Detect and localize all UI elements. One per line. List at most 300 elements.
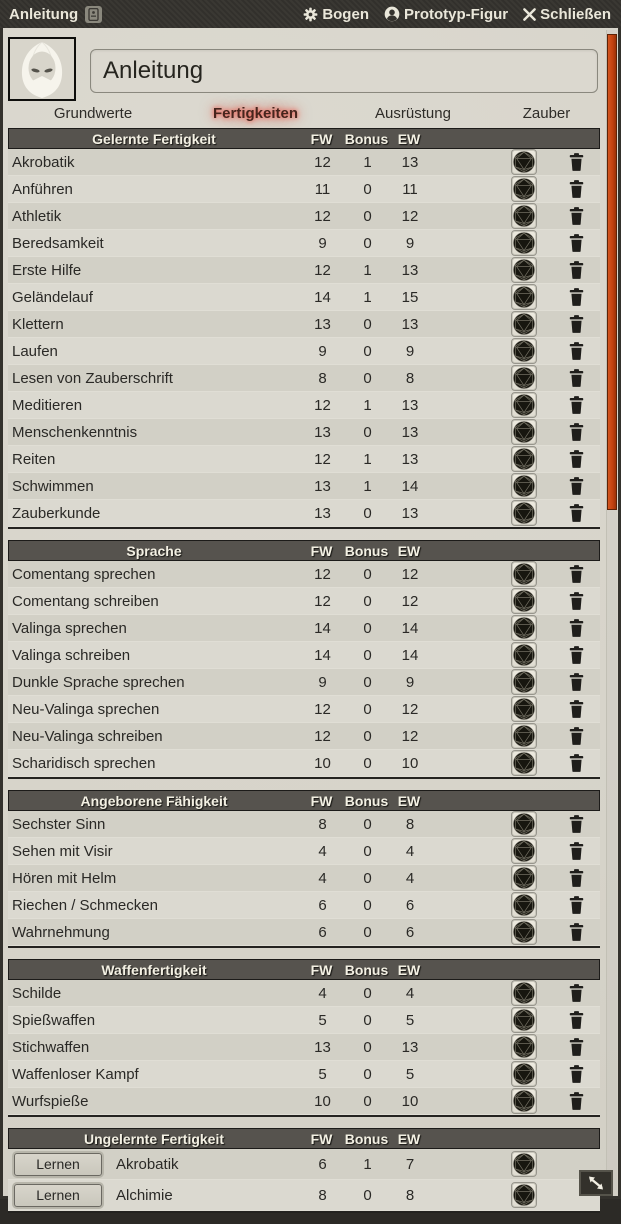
roll-dice-button[interactable] — [511, 838, 537, 864]
delete-skill-button[interactable] — [569, 1011, 584, 1029]
skill-row — [8, 230, 600, 257]
delete-skill-button[interactable] — [569, 477, 584, 495]
trash-icon — [569, 923, 584, 941]
delete-skill-button[interactable] — [569, 984, 584, 1002]
skill-fw: 14 — [314, 619, 331, 637]
skill-bonus: 0 — [363, 842, 372, 860]
trash-icon — [569, 369, 584, 387]
resize-handle[interactable] — [579, 1170, 613, 1196]
skill-row — [8, 892, 600, 919]
skill-ew: 5 — [405, 1065, 415, 1083]
skill-fw: 6 — [318, 1155, 327, 1173]
skill-bonus: 0 — [363, 1011, 372, 1029]
section-header — [8, 790, 600, 811]
skill-name: Neu-Valinga schreiben — [12, 727, 163, 745]
roll-dice-button[interactable] — [511, 1151, 537, 1177]
d20-dice-icon — [513, 867, 535, 889]
window-title: Anleitung — [9, 5, 79, 23]
skill-fw: 13 — [314, 423, 331, 441]
col-ew: EW — [397, 542, 421, 559]
delete-skill-button[interactable] — [569, 315, 584, 333]
delete-skill-button[interactable] — [569, 234, 584, 252]
skill-bonus: 0 — [363, 180, 372, 198]
skill-bonus: 0 — [363, 565, 372, 583]
skill-bonus: 0 — [363, 342, 372, 360]
roll-dice-button[interactable] — [511, 446, 537, 472]
skill-name: Dunkle Sprache sprechen — [12, 673, 185, 691]
col-fw: FW — [310, 542, 333, 559]
trash-icon — [569, 869, 584, 887]
skill-row — [8, 919, 600, 946]
d20-dice-icon — [513, 1090, 535, 1112]
skill-fw: 4 — [318, 984, 327, 1002]
skill-ew: 13 — [401, 153, 419, 171]
skill-bonus: 0 — [363, 984, 372, 1002]
skill-name: Akrobatik — [12, 153, 75, 171]
learn-button[interactable]: Lernen — [14, 1153, 102, 1176]
roll-dice-button[interactable] — [511, 203, 537, 229]
roll-dice-button[interactable] — [511, 811, 537, 837]
skill-row — [8, 1061, 600, 1088]
trash-icon — [569, 234, 584, 252]
trash-icon — [569, 288, 584, 306]
d20-dice-icon — [513, 590, 535, 612]
trash-icon — [569, 1038, 584, 1056]
skill-fw: 12 — [314, 450, 331, 468]
delete-skill-button[interactable] — [569, 619, 584, 637]
skill-row — [8, 1007, 600, 1034]
skill-bonus: 0 — [363, 504, 372, 522]
col-bonus: Bonus — [344, 542, 389, 559]
skill-row — [8, 865, 600, 892]
col-fw: FW — [310, 1130, 333, 1147]
skill-row — [8, 311, 600, 338]
d20-dice-icon — [513, 448, 535, 470]
skill-ew: 13 — [401, 1038, 419, 1056]
col-bonus: Bonus — [344, 792, 389, 809]
d20-dice-icon — [513, 752, 535, 774]
gear-icon — [303, 7, 318, 22]
col-ew: EW — [397, 130, 421, 147]
skill-bonus: 1 — [363, 396, 372, 414]
col-ew: EW — [397, 1130, 421, 1147]
skill-fw: 9 — [318, 342, 327, 360]
trash-icon — [569, 842, 584, 860]
learn-button[interactable]: Lernen — [14, 1184, 102, 1207]
skill-name: Waffenloser Kampf — [12, 1065, 139, 1083]
roll-dice-button[interactable] — [511, 257, 537, 283]
trash-icon — [569, 619, 584, 637]
roll-dice-button[interactable] — [511, 723, 537, 749]
prototype-figure-button[interactable] — [384, 6, 508, 23]
d20-dice-icon — [513, 894, 535, 916]
trash-icon — [569, 1011, 584, 1029]
skill-fw: 12 — [314, 153, 331, 171]
skill-fw: 5 — [318, 1065, 327, 1083]
trash-icon — [569, 815, 584, 833]
d20-dice-icon — [513, 563, 535, 585]
skill-bonus: 1 — [363, 153, 372, 171]
skill-bonus: 0 — [363, 1186, 372, 1204]
skill-name: Wahrnehmung — [12, 923, 110, 941]
roll-dice-button[interactable] — [511, 980, 537, 1006]
scrollbar-track[interactable] — [606, 30, 617, 1190]
delete-skill-button[interactable] — [569, 1065, 584, 1083]
skill-bonus: 0 — [363, 592, 372, 610]
delete-skill-button[interactable] — [569, 261, 584, 279]
roll-dice-button[interactable] — [511, 696, 537, 722]
roll-dice-button[interactable] — [511, 392, 537, 418]
tab-fertigkeiten[interactable]: Fertigkeiten — [212, 104, 299, 122]
delete-skill-button[interactable] — [569, 153, 584, 171]
section-header — [8, 1128, 600, 1149]
skill-name: Reiten — [12, 450, 56, 468]
trash-icon — [569, 261, 584, 279]
scrollbar-thumb[interactable] — [607, 34, 617, 510]
skill-fw: 12 — [314, 727, 331, 745]
skill-row — [8, 392, 600, 419]
skill-ew: 6 — [405, 896, 415, 914]
skill-ew: 8 — [405, 815, 415, 833]
skill-ew: 15 — [401, 288, 419, 306]
skill-fw: 13 — [314, 477, 331, 495]
trash-icon — [569, 153, 584, 171]
skill-bonus: 0 — [363, 646, 372, 664]
skill-name: Schilde — [12, 984, 62, 1002]
delete-skill-button[interactable] — [569, 504, 584, 522]
trash-icon — [569, 896, 584, 914]
roll-dice-button[interactable] — [511, 1088, 537, 1114]
skill-fw: 12 — [314, 592, 331, 610]
col-fw: FW — [310, 130, 333, 147]
delete-skill-button[interactable] — [569, 754, 584, 772]
roll-dice-button[interactable] — [511, 500, 537, 526]
skill-row — [8, 257, 600, 284]
trash-icon — [569, 754, 584, 772]
tab-ausruestung[interactable]: Ausrüstung — [375, 104, 451, 122]
skill-ew: 13 — [401, 315, 419, 333]
section-title: Sprache — [126, 542, 182, 559]
d20-dice-icon — [513, 205, 535, 227]
skill-ew: 13 — [401, 450, 419, 468]
roll-dice-button[interactable] — [511, 365, 537, 391]
section-header — [8, 540, 600, 561]
skill-name: Scharidisch sprechen — [12, 754, 156, 772]
skill-fw: 12 — [314, 261, 331, 279]
d20-dice-icon — [513, 1153, 535, 1175]
skill-row — [8, 696, 600, 723]
skill-bonus: 1 — [363, 261, 372, 279]
close-button[interactable] — [523, 6, 611, 23]
d20-dice-icon — [513, 151, 535, 173]
close-button-label: Schließen — [540, 5, 611, 23]
skill-row — [8, 365, 600, 392]
skill-row — [8, 203, 600, 230]
skill-fw: 11 — [314, 180, 331, 198]
skill-name: Athletik — [12, 207, 62, 225]
skill-bonus: 0 — [363, 869, 372, 887]
skill-bonus: 0 — [363, 423, 372, 441]
skill-fw: 9 — [318, 234, 327, 252]
roll-dice-button[interactable] — [511, 588, 537, 614]
skill-bonus: 0 — [363, 619, 372, 637]
skill-bonus: 0 — [363, 315, 372, 333]
d20-dice-icon — [513, 1184, 535, 1206]
delete-skill-button[interactable] — [569, 896, 584, 914]
delete-skill-button[interactable] — [569, 396, 584, 414]
d20-dice-icon — [513, 644, 535, 666]
section-title: Gelernte Fertigkeit — [92, 130, 216, 147]
roll-dice-button[interactable] — [511, 149, 537, 175]
d20-dice-icon — [513, 840, 535, 862]
delete-skill-button[interactable] — [569, 423, 584, 441]
d20-dice-icon — [513, 725, 535, 747]
delete-skill-button[interactable] — [569, 369, 584, 387]
skill-bonus: 0 — [363, 673, 372, 691]
document-icon-glyph — [88, 8, 99, 21]
roll-dice-button[interactable] — [511, 865, 537, 891]
skill-bonus: 1 — [363, 450, 372, 468]
skill-name: Anführen — [12, 180, 73, 198]
d20-dice-icon — [513, 421, 535, 443]
skill-row — [8, 149, 600, 176]
roll-dice-button[interactable] — [511, 338, 537, 364]
skill-name: Akrobatik — [116, 1155, 179, 1173]
skill-fw: 6 — [318, 923, 327, 941]
skill-ew: 13 — [401, 504, 419, 522]
skill-name: Geländelauf — [12, 288, 93, 306]
skill-fw: 10 — [314, 1092, 331, 1110]
section-body — [8, 149, 600, 527]
skill-fw: 8 — [318, 815, 327, 833]
skill-fw: 8 — [318, 1186, 327, 1204]
delete-skill-button[interactable] — [569, 842, 584, 860]
skill-ew: 4 — [405, 869, 415, 887]
skill-name: Valinga sprechen — [12, 619, 127, 637]
d20-dice-icon — [513, 232, 535, 254]
delete-skill-button[interactable] — [569, 592, 584, 610]
delete-skill-button[interactable] — [569, 207, 584, 225]
skill-ew: 9 — [405, 234, 415, 252]
skill-name: Stichwaffen — [12, 1038, 90, 1056]
delete-skill-button[interactable] — [569, 450, 584, 468]
delete-skill-button[interactable] — [569, 288, 584, 306]
trash-icon — [569, 423, 584, 441]
skill-section — [8, 1128, 600, 1213]
col-fw: FW — [310, 792, 333, 809]
skill-row — [8, 669, 600, 696]
sections — [8, 100, 600, 1224]
skill-ew: 13 — [401, 261, 419, 279]
delete-skill-button[interactable] — [569, 565, 584, 583]
skill-name: Riechen / Schmecken — [12, 896, 158, 914]
prototype-figure-label: Prototyp-Figur — [403, 5, 509, 23]
close-icon — [523, 8, 536, 21]
unlearned-skill-row — [8, 1149, 600, 1180]
skill-fw: 4 — [318, 842, 327, 860]
delete-skill-button[interactable] — [569, 700, 584, 718]
resize-arrows-icon — [588, 1176, 604, 1190]
delete-skill-button[interactable] — [569, 673, 584, 691]
tab-zauber[interactable]: Zauber — [522, 104, 571, 122]
roll-dice-button[interactable] — [511, 561, 537, 587]
roll-dice-button[interactable] — [511, 1061, 537, 1087]
skill-ew: 5 — [405, 1011, 415, 1029]
skill-fw: 5 — [318, 1011, 327, 1029]
skill-fw: 14 — [314, 646, 331, 664]
skill-bonus: 1 — [363, 288, 372, 306]
skill-bonus: 0 — [363, 727, 372, 745]
trash-icon — [569, 207, 584, 225]
skill-bonus: 1 — [363, 1155, 372, 1173]
sheet-button[interactable] — [303, 6, 369, 23]
roll-dice-button[interactable] — [511, 176, 537, 202]
skill-ew: 10 — [401, 1092, 419, 1110]
trash-icon — [569, 396, 584, 414]
d20-dice-icon — [513, 286, 535, 308]
col-bonus: Bonus — [344, 961, 389, 978]
skill-ew: 8 — [405, 369, 415, 387]
d20-dice-icon — [513, 502, 535, 524]
roll-dice-button[interactable] — [511, 230, 537, 256]
d20-dice-icon — [513, 367, 535, 389]
skill-name: Menschenkenntnis — [12, 423, 138, 441]
skill-name: Schwimmen — [12, 477, 94, 495]
skill-ew: 13 — [401, 396, 419, 414]
skill-ew: 12 — [401, 727, 419, 745]
d20-dice-icon — [513, 394, 535, 416]
skill-name: Neu-Valinga sprechen — [12, 700, 160, 718]
skill-row — [8, 1088, 600, 1115]
skill-ew: 14 — [401, 619, 419, 637]
delete-skill-button[interactable] — [569, 342, 584, 360]
skill-name: Laufen — [12, 342, 58, 360]
roll-dice-button[interactable] — [511, 419, 537, 445]
d20-dice-icon — [513, 313, 535, 335]
col-bonus: Bonus — [344, 1130, 389, 1147]
trash-icon — [569, 180, 584, 198]
skill-row — [8, 750, 600, 777]
skill-section — [8, 959, 600, 1117]
skill-section — [8, 790, 600, 948]
skill-row — [8, 473, 600, 500]
skill-ew: 12 — [401, 207, 419, 225]
sheet-button-label: Bogen — [322, 5, 369, 23]
roll-dice-button[interactable] — [511, 919, 537, 945]
roll-dice-button[interactable] — [511, 615, 537, 641]
unlearned-skill-row — [8, 1180, 600, 1211]
skill-row — [8, 980, 600, 1007]
roll-dice-button[interactable] — [511, 892, 537, 918]
d20-dice-icon — [513, 982, 535, 1004]
skill-fw: 10 — [314, 754, 331, 772]
skill-ew: 13 — [401, 423, 419, 441]
skill-name: Alchimie — [116, 1186, 173, 1204]
delete-skill-button[interactable] — [569, 180, 584, 198]
skill-row — [8, 446, 600, 473]
skill-row — [8, 838, 600, 865]
delete-skill-button[interactable] — [569, 727, 584, 745]
skill-row — [8, 723, 600, 750]
d20-dice-icon — [513, 1036, 535, 1058]
skill-row — [8, 500, 600, 527]
d20-dice-icon — [513, 921, 535, 943]
skill-fw: 8 — [318, 369, 327, 387]
skill-fw: 4 — [318, 869, 327, 887]
skill-name: Comentang sprechen — [12, 565, 156, 583]
skill-name: Valinga schreiben — [12, 646, 131, 664]
delete-skill-button[interactable] — [569, 1092, 584, 1110]
skill-name: Erste Hilfe — [12, 261, 82, 279]
d20-dice-icon — [513, 698, 535, 720]
roll-dice-button[interactable] — [511, 1034, 537, 1060]
skill-name: Wurfspieße — [12, 1092, 89, 1110]
trash-icon — [569, 1065, 584, 1083]
delete-skill-button[interactable] — [569, 815, 584, 833]
skill-bonus: 0 — [363, 754, 372, 772]
skill-name: Klettern — [12, 315, 64, 333]
col-fw: FW — [310, 961, 333, 978]
roll-dice-button[interactable] — [511, 311, 537, 337]
skill-fw: 12 — [314, 565, 331, 583]
d20-dice-icon — [513, 813, 535, 835]
section-title: Angeborene Fähigkeit — [80, 792, 228, 809]
avatar[interactable] — [8, 37, 76, 101]
skill-name: Comentang schreiben — [12, 592, 159, 610]
delete-skill-button[interactable] — [569, 923, 584, 941]
d20-dice-icon — [513, 475, 535, 497]
roll-dice-button[interactable] — [511, 1182, 537, 1208]
skill-ew: 12 — [401, 700, 419, 718]
section-header — [8, 959, 600, 980]
trash-icon — [569, 450, 584, 468]
skill-bonus: 0 — [363, 923, 372, 941]
roll-dice-button[interactable] — [511, 284, 537, 310]
delete-skill-button[interactable] — [569, 1038, 584, 1056]
roll-dice-button[interactable] — [511, 642, 537, 668]
tab-grundwerte[interactable]: Grundwerte — [53, 104, 133, 122]
skill-fw: 12 — [314, 207, 331, 225]
d20-dice-icon — [513, 1063, 535, 1085]
skill-fw: 13 — [314, 504, 331, 522]
person-icon — [384, 6, 400, 22]
delete-skill-button[interactable] — [569, 869, 584, 887]
character-name-input[interactable] — [90, 49, 598, 93]
titlebar — [0, 0, 621, 28]
trash-icon — [569, 342, 584, 360]
roll-dice-button[interactable] — [511, 669, 537, 695]
col-ew: EW — [397, 961, 421, 978]
col-ew: EW — [397, 792, 421, 809]
trash-icon — [569, 504, 584, 522]
skill-bonus: 0 — [363, 700, 372, 718]
skill-name: Spießwaffen — [12, 1011, 96, 1029]
roll-dice-button[interactable] — [511, 473, 537, 499]
skill-ew: 11 — [402, 180, 418, 198]
roll-dice-button[interactable] — [511, 1007, 537, 1033]
roll-dice-button[interactable] — [511, 750, 537, 776]
skill-row — [8, 419, 600, 446]
trash-icon — [569, 727, 584, 745]
delete-skill-button[interactable] — [569, 646, 584, 664]
skill-ew: 10 — [401, 754, 419, 772]
skill-bonus: 0 — [363, 369, 372, 387]
skill-bonus: 0 — [363, 896, 372, 914]
d20-dice-icon — [513, 617, 535, 639]
document-icon[interactable] — [85, 6, 102, 23]
skill-bonus: 0 — [363, 234, 372, 252]
trash-icon — [569, 984, 584, 1002]
